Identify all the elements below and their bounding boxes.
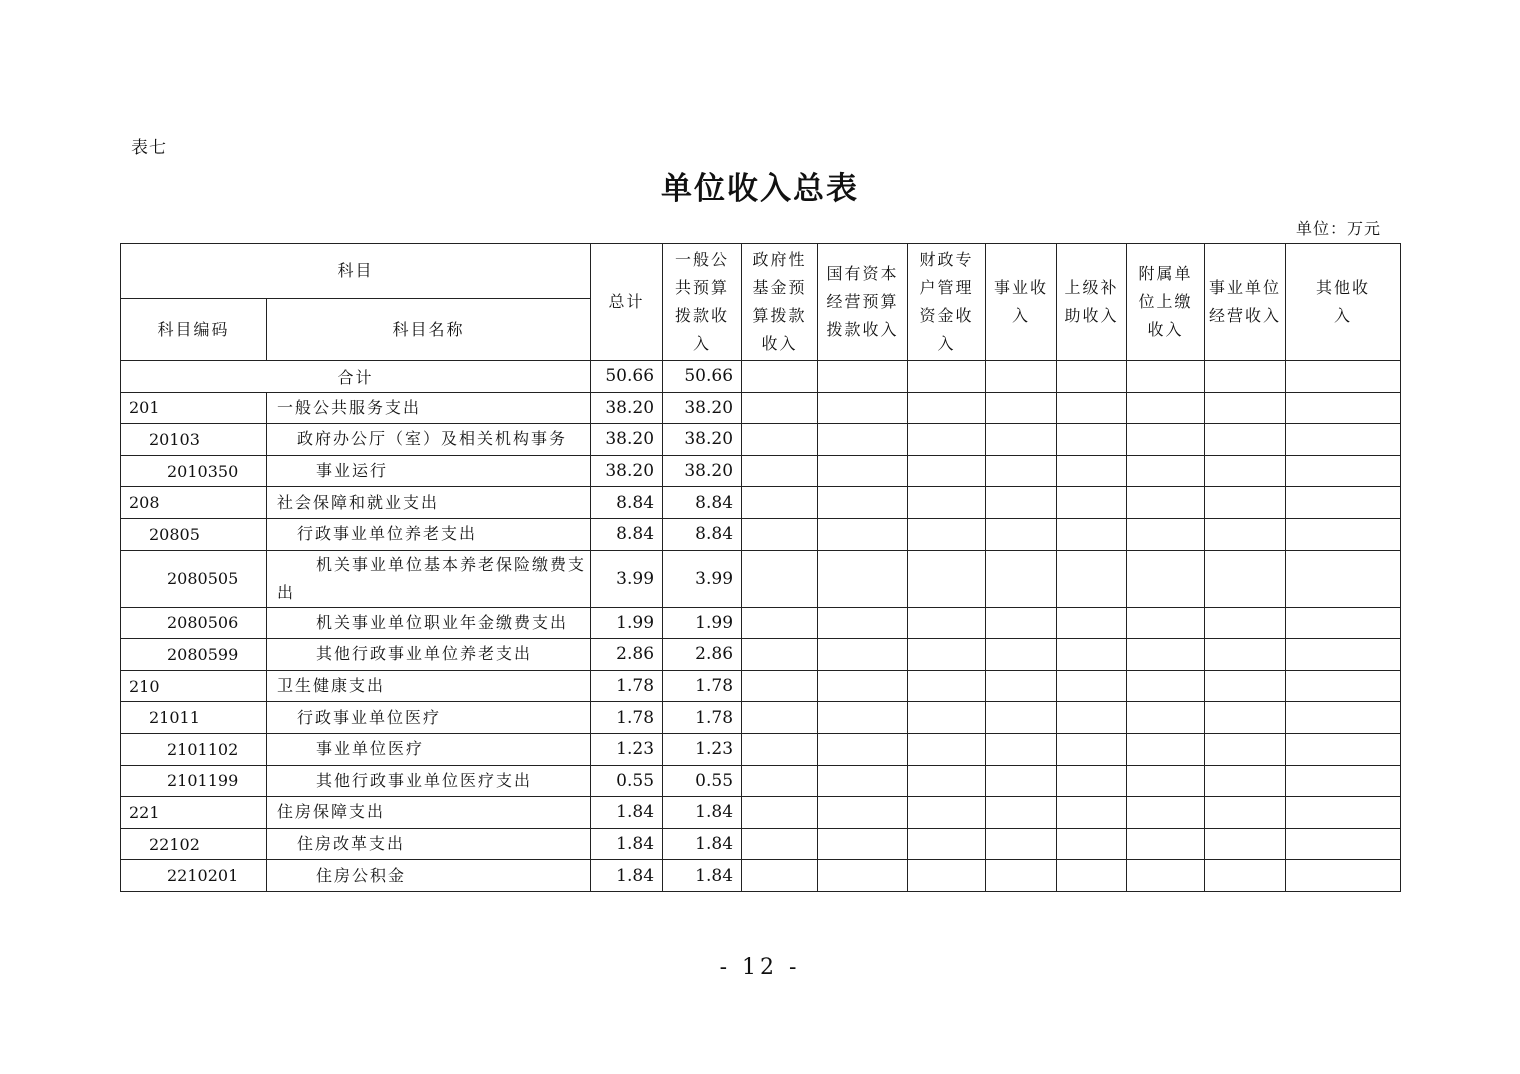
row-total: 0.55 <box>591 765 663 797</box>
row-code: 221 <box>121 797 267 829</box>
row-total: 1.78 <box>591 670 663 702</box>
row-general-budget: 3.99 <box>663 550 742 607</box>
row-general-budget: 8.84 <box>663 518 742 550</box>
row-general-budget: 1.78 <box>663 670 742 702</box>
row-total: 8.84 <box>591 487 663 519</box>
row-name: 住房改革支出 <box>267 828 591 860</box>
row-total: 38.20 <box>591 424 663 456</box>
header-affiliated-income: 附属单位上缴收入 <box>1127 244 1205 361</box>
row-code: 20103 <box>121 424 267 456</box>
header-business-income: 事业收入 <box>986 244 1057 361</box>
table-row <box>121 455 1401 487</box>
row-total: 1.84 <box>591 828 663 860</box>
row-name: 社会保障和就业支出 <box>267 487 591 519</box>
row-code: 2080505 <box>121 550 267 607</box>
table-row <box>121 670 1401 702</box>
header-superior-subsidy: 上级补助收入 <box>1057 244 1127 361</box>
row-code: 21011 <box>121 702 267 734</box>
table-row <box>121 392 1401 424</box>
table-row <box>121 733 1401 765</box>
row-general-budget: 38.20 <box>663 455 742 487</box>
row-general-budget: 38.20 <box>663 392 742 424</box>
header-operating-income: 事业单位经营收入 <box>1205 244 1286 361</box>
row-name: 卫生健康支出 <box>267 670 591 702</box>
row-total: 1.99 <box>591 607 663 639</box>
row-code: 201 <box>121 392 267 424</box>
table-row <box>121 518 1401 550</box>
header-general-budget: 一般公共预算拨款收入 <box>663 244 742 361</box>
table-row <box>121 860 1401 892</box>
row-name: 其他行政事业单位医疗支出 <box>267 765 591 797</box>
row-name: 行政事业单位养老支出 <box>267 518 591 550</box>
unit-label: 单位：万元 <box>1296 219 1382 238</box>
table-row <box>121 765 1401 797</box>
row-name: 一般公共服务支出 <box>267 392 591 424</box>
table-row <box>121 828 1401 860</box>
row-total: 1.23 <box>591 733 663 765</box>
row-code: 2080599 <box>121 639 267 671</box>
header-gov-fund: 政府性基金预算拨款收入 <box>742 244 818 361</box>
row-total: 2.86 <box>591 639 663 671</box>
row-total: 38.20 <box>591 455 663 487</box>
row-general-budget: 1.84 <box>663 797 742 829</box>
page-title: 单位收入总表 <box>661 171 859 207</box>
table-row <box>121 487 1401 519</box>
row-general-budget: 8.84 <box>663 487 742 519</box>
table-row <box>121 424 1401 456</box>
table-row <box>121 797 1401 829</box>
row-code: 2080506 <box>121 607 267 639</box>
table-row <box>121 607 1401 639</box>
page-number: - 12 - <box>719 955 801 980</box>
row-name: 住房公积金 <box>267 860 591 892</box>
row-code: 210 <box>121 670 267 702</box>
row-general-budget: 1.99 <box>663 607 742 639</box>
row-code: 22102 <box>121 828 267 860</box>
row-general-budget: 1.84 <box>663 828 742 860</box>
row-name: 行政事业单位医疗 <box>267 702 591 734</box>
header-other-income: 其他收入 <box>1286 244 1401 361</box>
row-code: 20805 <box>121 518 267 550</box>
row-code: 2010350 <box>121 455 267 487</box>
header-code: 科目编码 <box>121 299 267 361</box>
table-number-label: 表七 <box>131 138 167 158</box>
income-summary-table <box>120 243 1401 892</box>
row-total: 1.84 <box>591 797 663 829</box>
row-general-budget: 1.78 <box>663 702 742 734</box>
row-code: 2210201 <box>121 860 267 892</box>
header-name: 科目名称 <box>267 299 591 361</box>
row-total: 1.84 <box>591 860 663 892</box>
row-general-budget: 1.23 <box>663 733 742 765</box>
table-row <box>121 550 1401 607</box>
row-name: 事业运行 <box>267 455 591 487</box>
row-total: 1.78 <box>591 702 663 734</box>
row-code: 208 <box>121 487 267 519</box>
total-general-budget: 50.66 <box>663 361 742 393</box>
table-row <box>121 639 1401 671</box>
table-row <box>121 702 1401 734</box>
row-name: 住房保障支出 <box>267 797 591 829</box>
row-name: 机关事业单位职业年金缴费支出 <box>267 607 591 639</box>
row-name: 机关事业单位基本养老保险缴费支出 <box>267 550 591 607</box>
row-code: 2101199 <box>121 765 267 797</box>
row-total: 3.99 <box>591 550 663 607</box>
row-name: 政府办公厅（室）及相关机构事务 <box>267 424 591 456</box>
header-total: 总计 <box>591 244 663 361</box>
row-total: 38.20 <box>591 392 663 424</box>
header-fiscal-special: 财政专户管理资金收入 <box>908 244 986 361</box>
row-total: 8.84 <box>591 518 663 550</box>
row-code: 2101102 <box>121 733 267 765</box>
row-general-budget: 38.20 <box>663 424 742 456</box>
total-row <box>121 361 1401 393</box>
row-general-budget: 2.86 <box>663 639 742 671</box>
header-state-capital: 国有资本经营预算拨款收入 <box>818 244 908 361</box>
row-name: 事业单位医疗 <box>267 733 591 765</box>
total-value: 50.66 <box>591 361 663 393</box>
row-general-budget: 1.84 <box>663 860 742 892</box>
header-subject: 科目 <box>121 244 591 299</box>
row-general-budget: 0.55 <box>663 765 742 797</box>
row-name: 其他行政事业单位养老支出 <box>267 639 591 671</box>
total-label: 合计 <box>121 361 591 393</box>
